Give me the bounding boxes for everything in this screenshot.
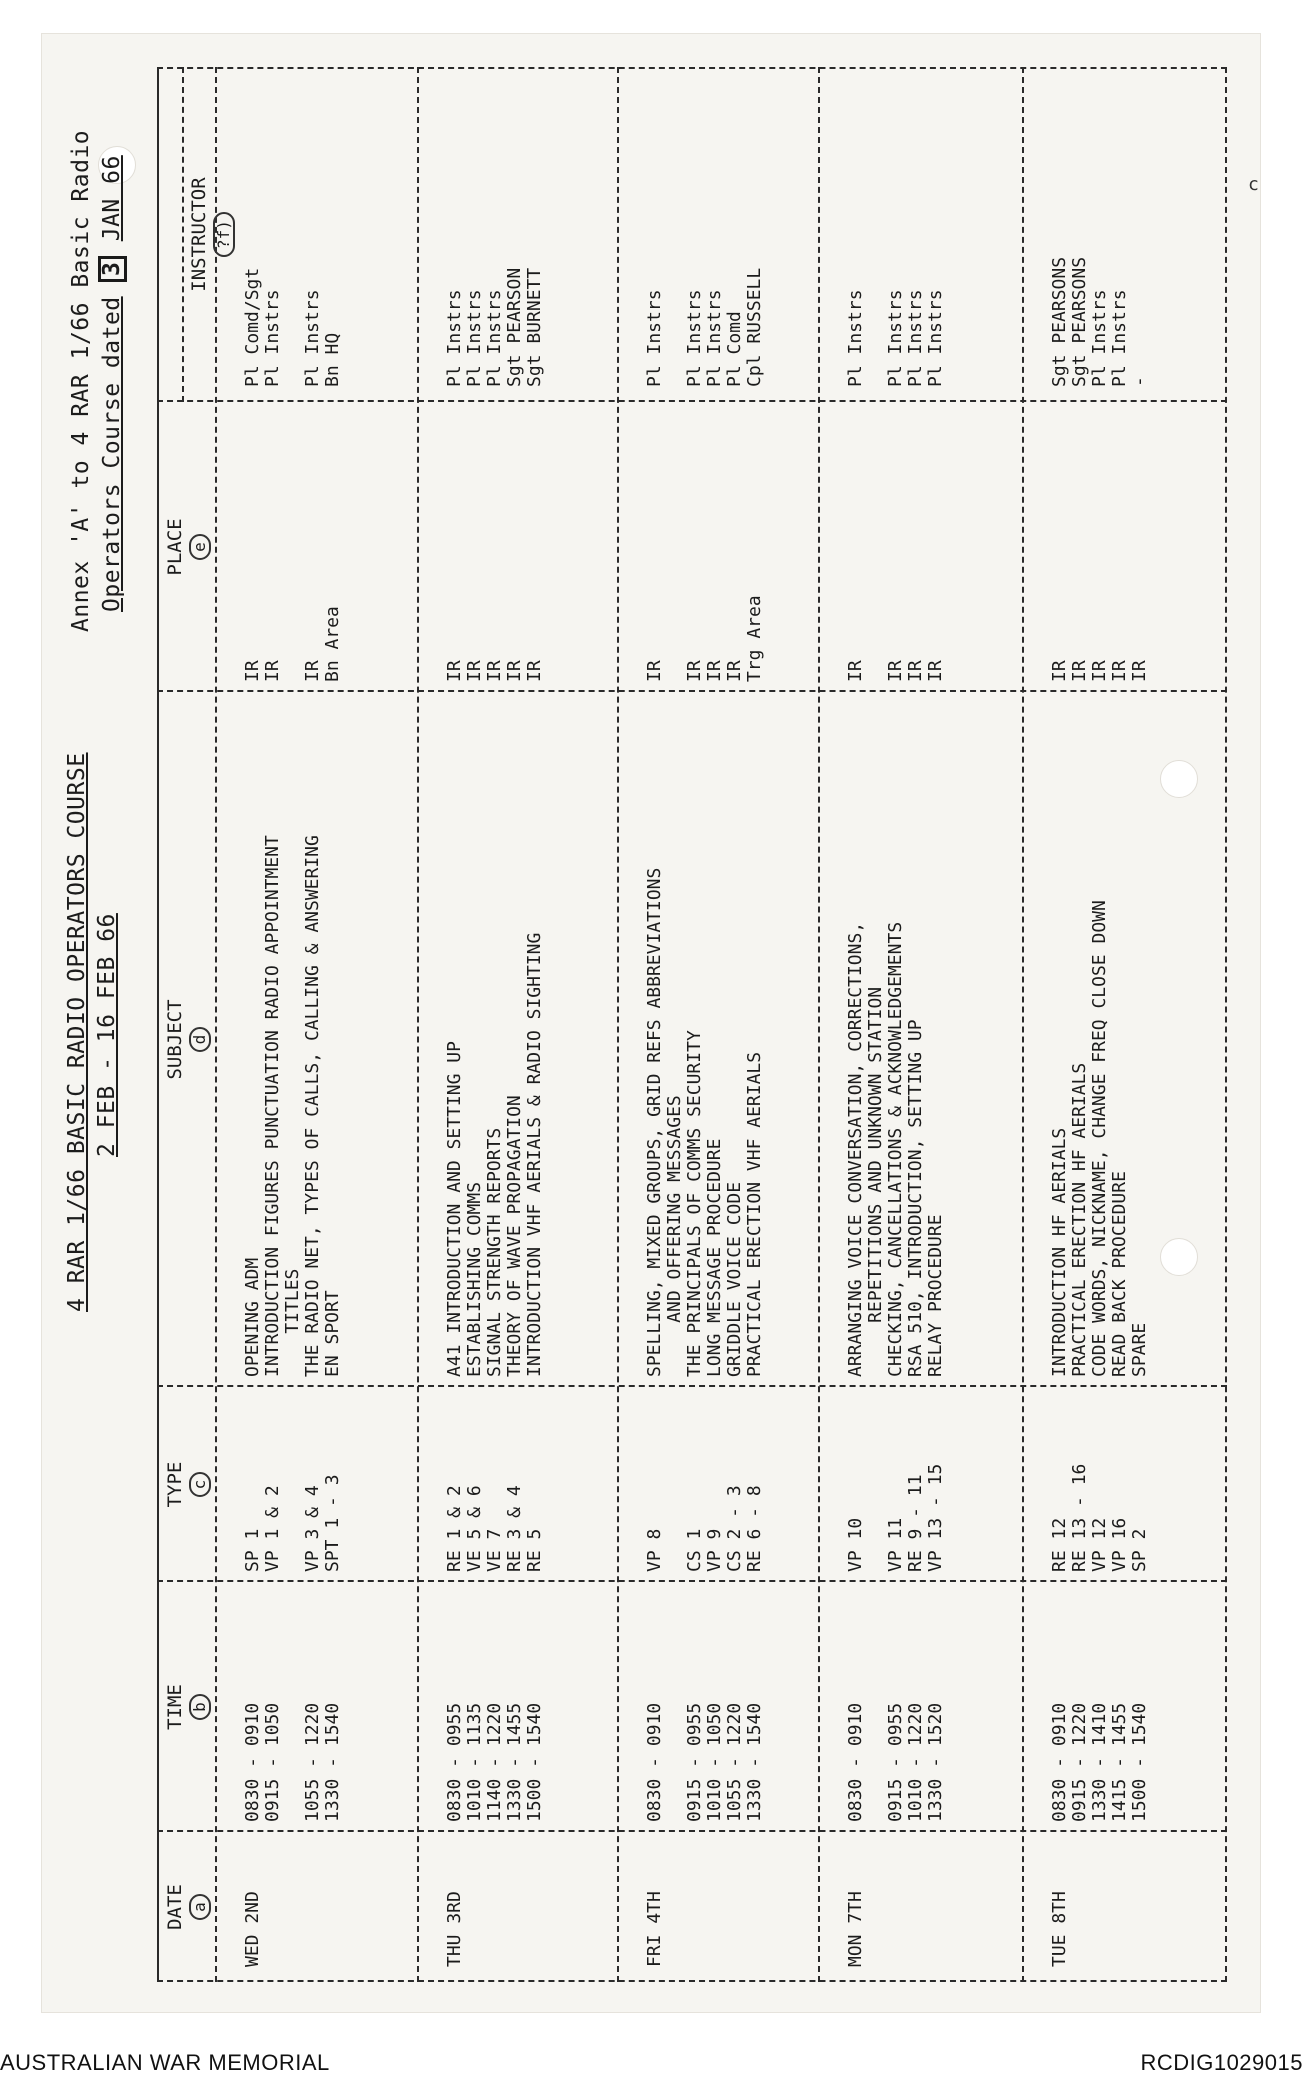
instructor-line: Pl Instrs — [1109, 289, 1130, 387]
type-line: VP 8 — [644, 1528, 665, 1572]
type-line: RE 3 & 4 — [504, 1485, 525, 1572]
column-header-place — [163, 402, 211, 692]
type-line: SPT 1 - 3 — [322, 1474, 343, 1572]
column-key: a — [189, 1894, 211, 1920]
column-label: TIME — [164, 1684, 186, 1730]
annex-date-rest: JAN 66 — [99, 155, 125, 242]
cell-instructor — [846, 77, 946, 387]
subject-line: AND OFFERING MESSAGES — [664, 1095, 685, 1377]
instructor-line: Sgt PEARSON — [504, 267, 525, 387]
subject-line: TITLES — [282, 1268, 303, 1377]
cell-place — [645, 407, 765, 682]
place-line: IR — [1089, 660, 1110, 682]
cell-time — [243, 1587, 343, 1822]
type-line: RE 13 - 16 — [1069, 1463, 1090, 1572]
place-line: IR — [1049, 660, 1070, 682]
type-line: CS 1 — [684, 1528, 705, 1572]
subject-line: RELAY PROCEDURE — [925, 1214, 946, 1377]
place-line: IR — [464, 660, 485, 682]
subject-line: ESTABLISHING COMMS — [464, 1181, 485, 1377]
cell-place — [243, 407, 343, 682]
cell-date — [445, 1837, 465, 1967]
column-header-subject — [163, 692, 211, 1387]
subject-line: CODE WORDS, NICKNAME, CHANGE FREQ CLOSE DOWN — [1089, 900, 1110, 1377]
time-line: 0830 - 0910 — [644, 1702, 665, 1822]
date-line: TUE 8TH — [1049, 1891, 1070, 1967]
place-line: IR — [484, 660, 505, 682]
type-line: VP 9 — [704, 1528, 725, 1572]
time-line: 1500 - 1540 — [1129, 1702, 1150, 1822]
instructor-line: Pl Instrs — [684, 289, 705, 387]
annex-line-2: Operators Course dated — [99, 296, 125, 612]
place-line: IR — [524, 660, 545, 682]
column-label: SUBJECT — [164, 999, 186, 1080]
instructor-line: Pl Instrs — [704, 289, 725, 387]
annex-reference-line-2 — [98, 155, 127, 612]
place-line: IR — [262, 660, 283, 682]
column-header-date — [163, 1832, 211, 1982]
table-border-bottom — [1225, 67, 1227, 1982]
document-dates — [94, 913, 120, 1157]
table-border-left — [157, 1980, 1227, 1982]
cell-subject — [846, 697, 946, 1377]
cell-date — [243, 1837, 263, 1967]
instructor-line: Pl Comd/Sgt — [242, 267, 263, 387]
day-divider — [617, 67, 619, 1982]
type-line: VP 10 — [845, 1517, 866, 1572]
type-line: RE 6 - 8 — [744, 1485, 765, 1572]
subject-line: THE RADIO NET, TYPES OF CALLS, CALLING & ANSWERING — [302, 835, 323, 1377]
cell-time — [645, 1587, 765, 1822]
subject-line: OPENING ADM — [242, 1257, 263, 1377]
footer-source: AUSTRALIAN WAR MEMORIAL — [0, 2050, 330, 2075]
column-divider — [157, 1580, 1227, 1582]
column-divider — [157, 400, 1227, 402]
time-line: 1330 - 1540 — [744, 1702, 765, 1822]
footer-reference: RCDIG1029015 — [1140, 2050, 1303, 2075]
time-line: 1010 - 1050 — [704, 1702, 725, 1822]
document-dates-text: 2 FEB - 16 FEB 66 — [94, 913, 120, 1157]
subject-line: GRIDDLE VOICE CODE — [724, 1181, 745, 1377]
date-line: MON 7TH — [845, 1891, 866, 1967]
subject-line: EN SPORT — [322, 1290, 343, 1377]
instructor-line: Pl Instrs — [644, 289, 665, 387]
rotated-content — [42, 34, 1260, 2012]
column-label: INSTRUCTOR — [188, 177, 210, 292]
cell-date — [1050, 1837, 1070, 1967]
column-key: d — [189, 1027, 211, 1053]
time-line: 0915 - 0955 — [885, 1702, 906, 1822]
place-line — [283, 407, 303, 682]
instructor-line: Pl Instrs — [925, 289, 946, 387]
cell-date — [645, 1837, 665, 1967]
time-line: 0830 - 0910 — [1049, 1702, 1070, 1822]
place-line — [866, 407, 886, 682]
instructor-line — [283, 77, 303, 387]
time-line: 0915 - 1220 — [1069, 1702, 1090, 1822]
subject-line: LONG MESSAGE PROCEDURE — [704, 1138, 725, 1377]
time-line: 1330 - 1540 — [322, 1702, 343, 1822]
table-border-right — [157, 67, 1227, 69]
column-key: e — [189, 534, 211, 560]
column-key: c — [189, 1472, 211, 1498]
subject-line: THE PRINCIPALS OF COMMS SECURITY — [684, 1030, 705, 1377]
place-line: IR — [1129, 660, 1150, 682]
instructor-line: Pl Instrs — [464, 289, 485, 387]
cell-instructor — [445, 77, 545, 387]
column-divider — [157, 1385, 1227, 1387]
place-line: IR — [925, 660, 946, 682]
instructor-line: Sgt PEARSONS — [1049, 256, 1070, 387]
place-line: IR — [684, 660, 705, 682]
type-line — [283, 1392, 303, 1572]
place-line: IR — [724, 660, 745, 682]
cell-date — [846, 1837, 866, 1967]
day-divider — [417, 67, 419, 1982]
place-line: IR — [905, 660, 926, 682]
place-line: IR — [845, 660, 866, 682]
type-line: VP 12 — [1089, 1517, 1110, 1572]
annex-line-1: Annex 'A' to 4 RAR 1/66 Basic Radio — [68, 129, 94, 632]
cell-time — [445, 1587, 545, 1822]
place-line: IR — [644, 660, 665, 682]
place-line: IR — [302, 660, 323, 682]
time-line: 1140 - 1220 — [484, 1702, 505, 1822]
type-line: SP 1 — [242, 1528, 263, 1572]
annex-reference — [68, 130, 94, 632]
cell-place — [445, 407, 545, 682]
time-line: 1010 - 1135 — [464, 1702, 485, 1822]
instructor-line — [866, 77, 886, 387]
type-line: RE 12 — [1049, 1517, 1070, 1572]
type-line — [665, 1392, 685, 1572]
instructor-line: - — [1129, 376, 1150, 387]
place-line: IR — [242, 660, 263, 682]
instructor-line: Pl Instrs — [444, 289, 465, 387]
type-line — [866, 1392, 886, 1572]
column-label: TYPE — [164, 1461, 186, 1508]
subject-line: READ BACK PROCEDURE — [1109, 1171, 1130, 1377]
time-line: 1010 - 1220 — [905, 1702, 926, 1822]
subject-line: INTRODUCTION HF AERIALS — [1049, 1127, 1070, 1377]
time-line: 1415 - 1455 — [1109, 1702, 1130, 1822]
column-divider — [157, 690, 1227, 692]
type-line: SP 2 — [1129, 1528, 1150, 1572]
time-line: 1055 - 1220 — [724, 1702, 745, 1822]
time-line: 0830 - 0955 — [444, 1702, 465, 1822]
subject-line: INTRODUCTION VHF AERIALS & RADIO SIGHTING — [524, 932, 545, 1377]
table-border-top — [157, 67, 159, 1982]
type-line: VP 11 — [885, 1517, 906, 1572]
stray-mark: c — [1248, 174, 1259, 195]
document-title — [64, 752, 90, 1312]
column-key: ?f) — [213, 212, 235, 257]
column-divider — [157, 1830, 1227, 1832]
cell-subject — [1050, 697, 1150, 1377]
cell-place — [846, 407, 946, 682]
place-line: IR — [504, 660, 525, 682]
cell-instructor — [1050, 77, 1150, 387]
subject-line: SPARE — [1129, 1322, 1150, 1377]
cell-subject — [243, 697, 343, 1377]
type-line: RE 9 - 11 — [905, 1474, 926, 1572]
time-line — [283, 1587, 303, 1822]
time-line: 1330 - 1410 — [1089, 1702, 1110, 1822]
time-line: 0915 - 1050 — [262, 1702, 283, 1822]
type-line: VE 7 — [484, 1528, 505, 1572]
subject-line: A41 INTRODUCTION AND SETTING UP — [444, 1041, 465, 1377]
document-title-text: 4 RAR 1/66 BASIC RADIO OPERATORS COURSE — [64, 752, 90, 1312]
cell-type — [445, 1392, 545, 1572]
instructor-line: Pl Instrs — [262, 289, 283, 387]
date-line: FRI 4TH — [644, 1891, 665, 1967]
time-line: 1330 - 1455 — [504, 1702, 525, 1822]
place-line: IR — [444, 660, 465, 682]
subject-line: ARRANGING VOICE CONVERSATION, CORRECTIONS, — [845, 921, 866, 1377]
time-line: 1055 - 1220 — [302, 1702, 323, 1822]
subject-line: REPETITIONS AND UNKNOWN STATION — [865, 986, 886, 1377]
subject-line: CHECKING, CANCELLATIONS & ACKNOWLEDGEMENTS — [885, 921, 906, 1377]
subject-line: SPELLING, MIXED GROUPS, GRID REFS ABBREVIATIONS — [644, 867, 665, 1377]
subject-line: INTRODUCTION FIGURES PUNCTUATION RADIO APPOINTMENT — [262, 835, 283, 1377]
cell-type — [846, 1392, 946, 1572]
cell-time — [846, 1587, 946, 1822]
time-line: 0830 - 0910 — [242, 1702, 263, 1822]
instructor-line: Cpl RUSSELL — [744, 267, 765, 387]
annex-date-box: 3 — [98, 256, 127, 282]
column-header-instructor — [187, 67, 235, 402]
column-header-type — [163, 1387, 211, 1582]
subject-line: SIGNAL STRENGTH REPORTS — [484, 1127, 505, 1377]
type-line: VP 3 & 4 — [302, 1485, 323, 1572]
document-page — [42, 34, 1260, 2012]
type-line: VP 16 — [1109, 1517, 1130, 1572]
column-header-time — [163, 1582, 211, 1832]
subject-line: RSA 510, INTRODUCTION, SETTING UP — [905, 1019, 926, 1377]
day-divider — [1022, 67, 1024, 1982]
date-line: THU 3RD — [444, 1891, 465, 1967]
instructor-line: Sgt PEARSONS — [1069, 256, 1090, 387]
place-line: IR — [1069, 660, 1090, 682]
instructor-line: Sgt BURNETT — [524, 267, 545, 387]
subject-line: PRACTICAL ERECTION VHF AERIALS — [744, 1051, 765, 1377]
cell-instructor — [243, 77, 343, 387]
cell-subject — [645, 697, 765, 1377]
cell-type — [1050, 1392, 1150, 1572]
place-line: Trg Area — [744, 595, 765, 682]
type-line: CS 2 - 3 — [724, 1485, 745, 1572]
place-line: IR — [704, 660, 725, 682]
type-line: VE 5 & 6 — [464, 1485, 485, 1572]
instructor-line: Pl Instrs — [845, 289, 866, 387]
instructor-line — [665, 77, 685, 387]
place-line: IR — [885, 660, 906, 682]
header-divider-upper — [182, 67, 184, 402]
type-line: RE 1 & 2 — [444, 1485, 465, 1572]
column-label: DATE — [164, 1884, 186, 1930]
time-line: 1330 - 1520 — [925, 1702, 946, 1822]
type-line: VP 1 & 2 — [262, 1485, 283, 1572]
instructor-line: Pl Instrs — [905, 289, 926, 387]
day-divider — [818, 67, 820, 1982]
cell-instructor — [645, 77, 765, 387]
time-line: 0915 - 0955 — [684, 1702, 705, 1822]
type-line: RE 5 — [524, 1528, 545, 1572]
cell-time — [1050, 1587, 1150, 1822]
instructor-line: Pl Instrs — [484, 289, 505, 387]
cell-type — [645, 1392, 765, 1572]
cell-subject — [445, 697, 545, 1377]
cell-place — [1050, 407, 1150, 682]
cell-type — [243, 1392, 343, 1572]
instructor-line: Pl Instrs — [885, 289, 906, 387]
instructor-line: Pl Comd — [724, 311, 745, 387]
time-line: 1500 - 1540 — [524, 1702, 545, 1822]
subject-line: THEORY OF WAVE PROPAGATION — [504, 1095, 525, 1377]
type-line: VP 13 - 15 — [925, 1463, 946, 1572]
place-line: Bn Area — [322, 606, 343, 682]
place-line: IR — [1109, 660, 1130, 682]
time-line — [866, 1587, 886, 1822]
column-label: PLACE — [164, 518, 186, 576]
place-line — [665, 407, 685, 682]
time-line: 0830 - 0910 — [845, 1702, 866, 1822]
schedule-table — [157, 67, 1227, 1982]
date-line: WED 2ND — [242, 1891, 263, 1967]
instructor-line: Pl Instrs — [302, 289, 323, 387]
time-line — [665, 1587, 685, 1822]
instructor-line: Pl Instrs — [1089, 289, 1110, 387]
subject-line: PRACTICAL ERECTION HF AERIALS — [1069, 1062, 1090, 1377]
instructor-line: Bn HQ — [322, 332, 343, 387]
column-key: b — [189, 1694, 211, 1720]
